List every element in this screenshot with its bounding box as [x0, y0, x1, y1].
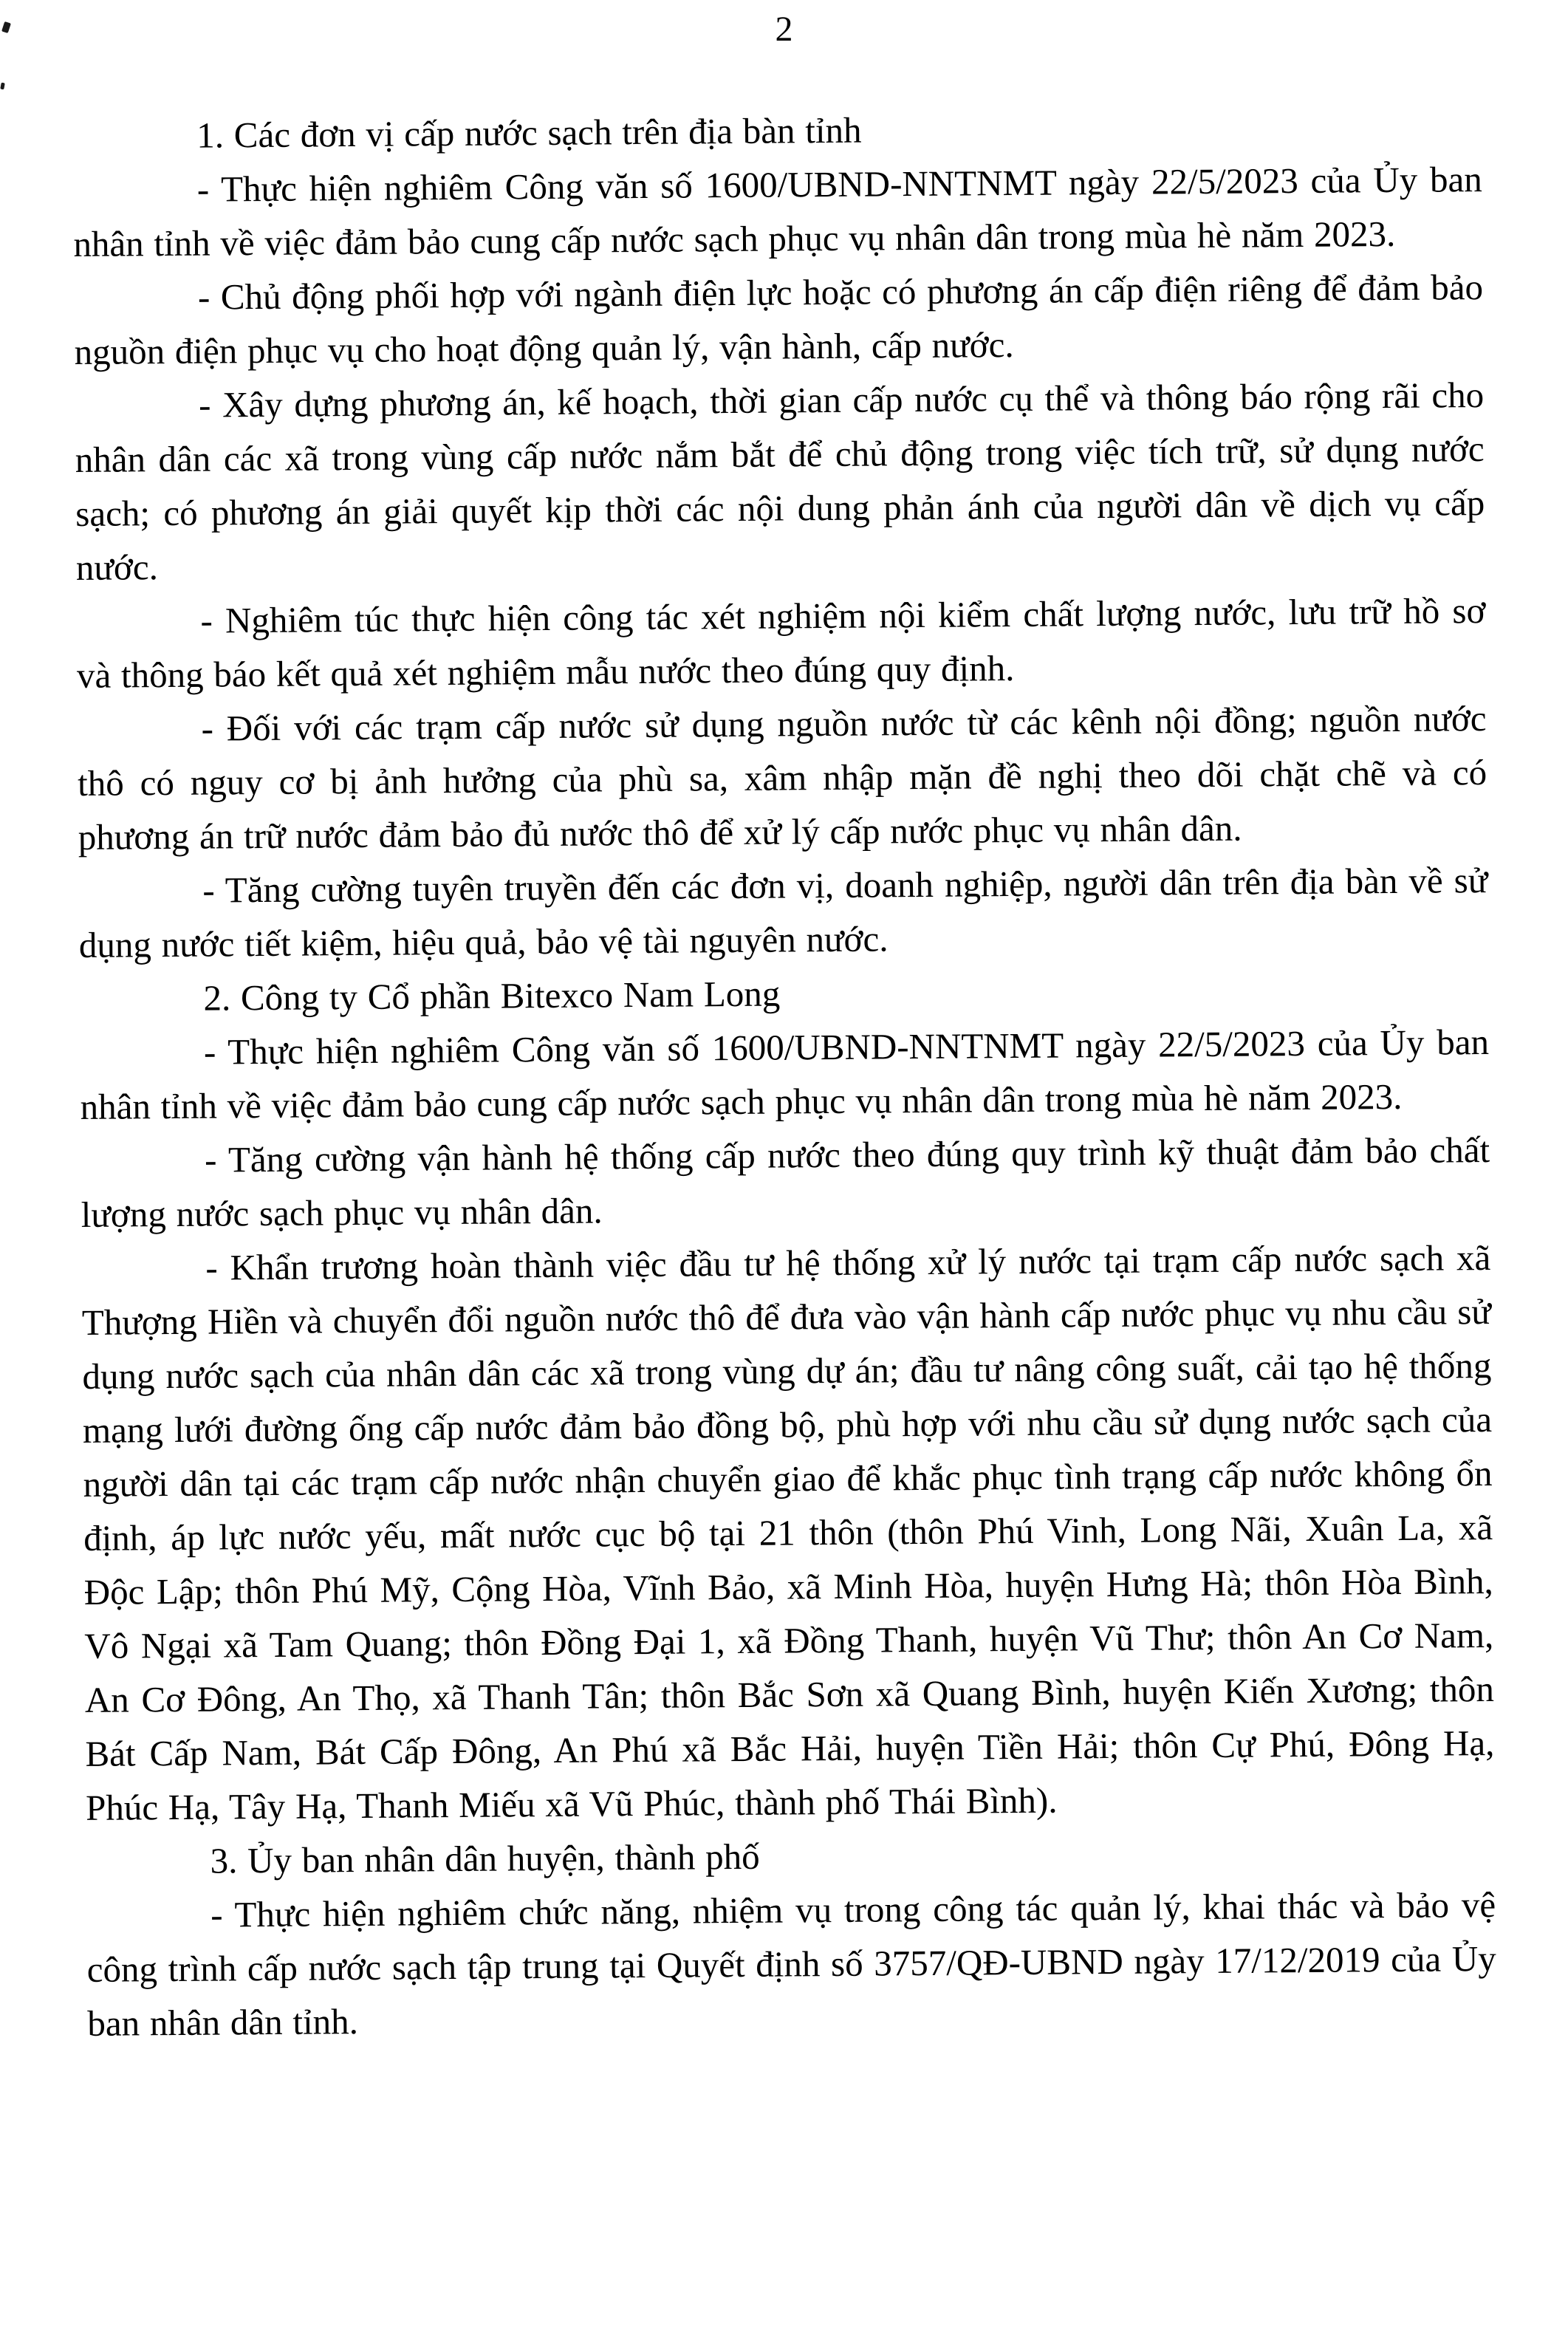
- paragraph: - Tăng cường tuyên truyền đến các đơn vị, doanh nghiệp, người dân trên địa bàn về sử dụng nước tiết kiệm, hiệu quả, bảo vệ tài nguyên nước.: [78, 859, 1488, 965]
- scan-speck-icon: [0, 83, 4, 90]
- paragraph: - Thực hiện nghiêm chức năng, nhiệm vụ trong công tác quản lý, khai thác và bảo vệ công trình cấp nước sạch tập trung tại Quyết định số 3757/QĐ-UBND ngày 17/12/2019 của Ủy ban nhân dân tỉnh.: [86, 1884, 1496, 2044]
- paragraph: - Thực hiện nghiêm Công văn số 1600/UBND-NNTNMT ngày 22/5/2023 của Ủy ban nhân tỉnh về việc đảm bảo cung cấp nước sạch phục vụ nhân dân trong mùa hè năm 2023.: [80, 1021, 1490, 1127]
- paragraph: - Thực hiện nghiêm Công văn số 1600/UBND-NNTNMT ngày 22/5/2023 của Ủy ban nhân tỉnh về việc đảm bảo cung cấp nước sạch phục vụ nhân dân trong mùa hè năm 2023.: [73, 159, 1483, 264]
- paragraph: - Nghiêm túc thực hiện công tác xét nghiệm nội kiểm chất lượng nước, lưu trữ hồ sơ và thông báo kết quả xét nghiệm mẫu nước theo đúng quy định.: [76, 589, 1486, 696]
- section-heading-2: 2. Công ty Cổ phần Bitexco Nam Long: [203, 973, 781, 1019]
- section-heading-1: 1. Các đơn vị cấp nước sạch trên địa bàn tỉnh: [196, 109, 862, 156]
- paragraph: - Chủ động phối hợp với ngành điện lực hoặc có phương án cấp điện riêng để đảm bảo nguồn điện phục vụ cho hoạt động quản lý, vận hành, cấp nước.: [74, 267, 1484, 372]
- paragraph: - Khẩn trương hoàn thành việc đầu tư hệ thống xử lý nước tại trạm cấp nước sạch xã Thượng Hiền và chuyển đổi nguồn nước thô để đưa vào vận hành cấp nước phục vụ nhu cầu sử dụng nước sạch của nhân dân các xã trong vùng dự án; đầu tư nâng công suất, cải tạo hệ thống mạng lưới đường ống cấp nước đảm bảo đồng bộ, phù hợp với nhu cầu sử dụng nước sạch của người dân tại các trạm cấp nước nhận chuyển giao để khắc phục tình trạng cấp nước không ổn định, áp lực nước yếu, mất nước cục bộ tại 21 thôn (thôn Phú Vinh, Long Nãi, Xuân La, xã Độc Lập; thôn Phú Mỹ, Cộng Hòa, Vĩnh Bảo, xã Minh Hòa, huyện Hưng Hà; thôn Hòa Bình, Vô Ngại xã Tam Quang; thôn Đồng Đại 1, xã Đồng Thanh, huyện Vũ Thư; thôn An Cơ Nam, An Cơ Đông, An Thọ, xã Thanh Tân; thôn Bắc Sơn xã Quang Bình, huyện Kiến Xương; thôn Bát Cấp Nam, Bát Cấp Đông, An Phú xã Bắc Hải, huyện Tiền Hải; thôn Cự Phú, Đông Hạ, Phúc Hạ, Tây Hạ, Thanh Miếu xã Vũ Phúc, thành phố Thái Bình).: [81, 1237, 1495, 1828]
- section-heading-3: 3. Ủy ban nhân dân huyện, thành phố: [210, 1836, 760, 1881]
- paragraph: - Đối với các trạm cấp nước sử dụng nguồn nước từ các kênh nội đồng; nguồn nước thô có nguy cơ bị ảnh hưởng của phù sa, xâm nhập mặn đề nghị theo dõi chặt chẽ và có phương án trữ nước đảm bảo đủ nước thô để xử lý cấp nước phục vụ nhân dân.: [77, 697, 1487, 858]
- paragraph: - Tăng cường vận hành hệ thống cấp nước theo đúng quy trình kỹ thuật đảm bảo chất lượng nước sạch phục vụ nhân dân.: [81, 1129, 1490, 1235]
- document-body: [72, 98, 1497, 2050]
- paragraph: - Xây dựng phương án, kế hoạch, thời gian cấp nước cụ thể và thông báo rộng rãi cho nhân dân các xã trong vùng cấp nước nắm bắt để chủ động trong việc tích trữ, sử dụng nước sạch; có phương án giải quyết kịp thời các nội dung phản ánh của người dân về dịch vụ cấp nước.: [75, 374, 1485, 588]
- page-number: 2: [775, 10, 793, 49]
